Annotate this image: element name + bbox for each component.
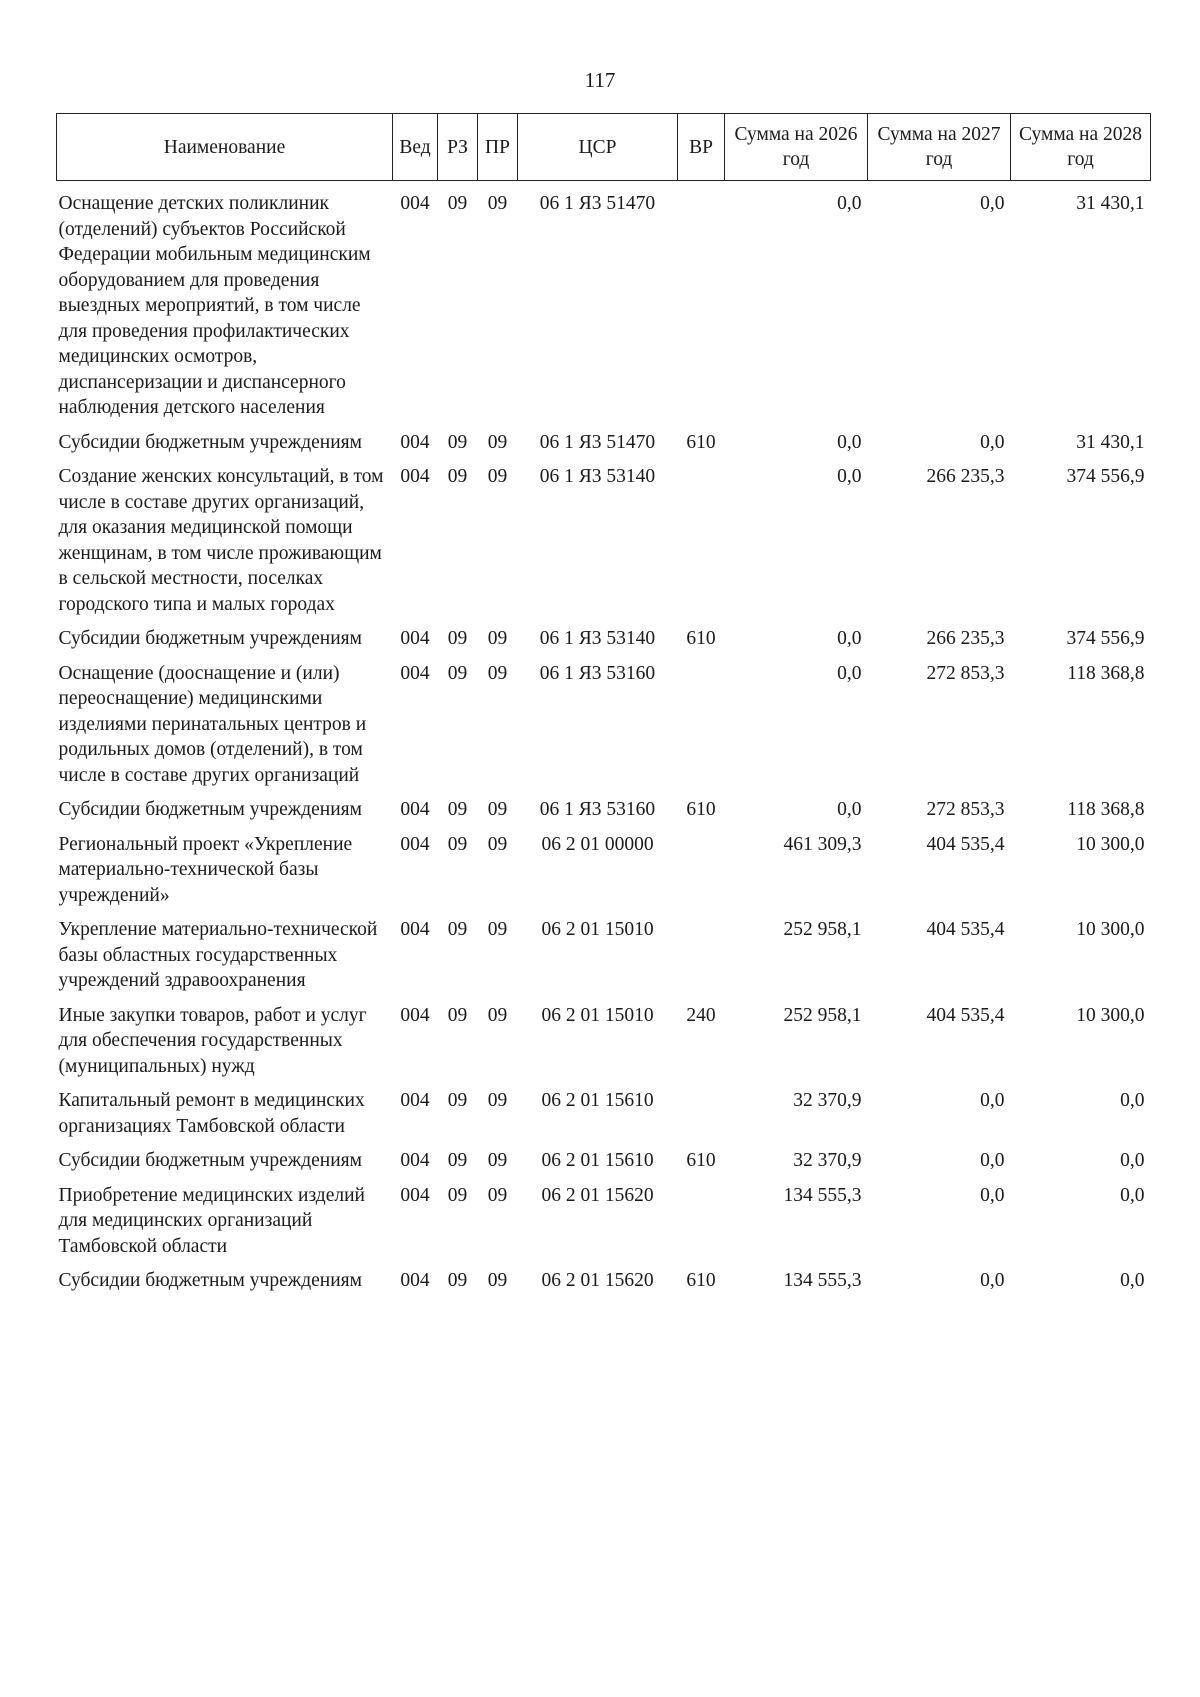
cell-sum-2026: 252 958,1: [783, 919, 862, 940]
cell-sum-2028: 0,0: [1120, 1270, 1145, 1291]
header-csr: ЦСР: [518, 114, 678, 181]
cell-name: Капитальный ремонт в медицинских организациях Тамбовской области: [58, 1090, 365, 1137]
budget-table: [56, 113, 1151, 1298]
cell-sum-2027: 404 535,4: [926, 833, 1005, 855]
cell-sum-2026: 0,0: [837, 799, 862, 820]
cell-pr: 09: [487, 1090, 508, 1111]
cell-sum-2026: 0,0: [837, 431, 862, 453]
cell-vr: 610: [686, 1270, 716, 1291]
cell-sum-2027: 404 535,4: [926, 1004, 1005, 1026]
header-name: Наименование: [57, 114, 393, 181]
table-row: [57, 912, 1151, 998]
cell-rz: 09: [447, 1004, 468, 1026]
cell-sum-2026: 0,0: [837, 662, 862, 684]
cell-ved: 004: [400, 1150, 430, 1171]
cell-rz: 09: [447, 1270, 468, 1291]
cell-sum-2028: 118 368,8: [1067, 799, 1145, 820]
table-row: [57, 656, 1151, 793]
header-sum-2028: Сумма на 2028 год: [1011, 114, 1151, 181]
cell-vr: 240: [686, 1004, 716, 1026]
cell-rz: 09: [447, 466, 468, 487]
table-row: [57, 998, 1151, 1084]
cell-rz: 09: [447, 1184, 468, 1206]
cell-vr: 610: [686, 799, 716, 820]
cell-pr: 09: [487, 1184, 508, 1206]
cell-vr: 610: [686, 1150, 716, 1171]
cell-vr: [678, 827, 725, 913]
cell-sum-2028: 374 556,9: [1066, 628, 1145, 649]
cell-pr: 09: [487, 833, 508, 855]
cell-csr: 06 2 01 00000: [541, 833, 654, 855]
cell-sum-2028: 118 368,8: [1067, 662, 1145, 684]
cell-csr: 06 1 Я3 53140: [539, 628, 656, 649]
cell-pr: 09: [487, 431, 508, 453]
cell-csr: 06 2 01 15620: [541, 1184, 654, 1206]
cell-sum-2027: 0,0: [980, 431, 1005, 453]
cell-ved: 004: [400, 662, 430, 684]
cell-vr: 610: [686, 628, 716, 649]
cell-pr: 09: [487, 193, 508, 214]
cell-ved: 004: [400, 1184, 430, 1206]
cell-pr: 09: [487, 1150, 508, 1171]
cell-csr: 06 1 Я3 53140: [539, 466, 656, 487]
cell-name: Субсидии бюджетным учреждениям: [58, 628, 362, 649]
cell-sum-2027: 266 235,3: [926, 628, 1005, 649]
cell-sum-2027: 266 235,3: [926, 466, 1005, 487]
cell-csr: 06 1 Я3 51470: [539, 431, 656, 453]
cell-name: Иные закупки товаров, работ и услуг для обеспечения государственных (муниципальных) нужд: [58, 1004, 367, 1077]
cell-vr: [678, 181, 725, 425]
cell-sum-2027: 404 535,4: [926, 919, 1005, 940]
cell-vr: [678, 459, 725, 621]
cell-vr: [678, 1178, 725, 1264]
cell-sum-2027: 0,0: [980, 1184, 1005, 1206]
cell-sum-2027: 0,0: [980, 193, 1005, 214]
cell-csr: 06 1 Я3 53160: [539, 662, 656, 684]
table-row: [57, 1263, 1151, 1298]
table-row: [57, 1083, 1151, 1143]
cell-rz: 09: [447, 628, 468, 649]
cell-ved: 004: [400, 1004, 430, 1026]
table-row: [57, 1143, 1151, 1178]
cell-pr: 09: [487, 466, 508, 487]
cell-rz: 09: [447, 799, 468, 820]
cell-name: Субсидии бюджетным учреждениям: [58, 799, 362, 820]
table-row: [57, 827, 1151, 913]
cell-name: Создание женских консультаций, в том числе в составе других организаций, для оказания медицинской помощи женщинам, в том числе проживающим в сельской местности, поселках городского типа и малых городах: [58, 466, 384, 615]
cell-ved: 004: [400, 1270, 430, 1291]
cell-vr: [678, 912, 725, 998]
cell-ved: 004: [400, 919, 430, 940]
table-row: [57, 425, 1151, 460]
cell-csr: 06 2 01 15010: [541, 919, 654, 940]
cell-sum-2028: 31 430,1: [1076, 193, 1145, 214]
cell-name: Оснащение детских поликлиник (отделений) субъектов Российской Федерации мобильным медицинским оборудованием для проведения выездных мероприятий, в том числе для проведения профилактических медицинских осмотров, диспансеризации и диспансерного наблюдения детского населения: [58, 193, 371, 418]
cell-sum-2026: 252 958,1: [783, 1004, 862, 1026]
cell-name: Субсидии бюджетным учреждениям: [58, 1270, 362, 1291]
cell-pr: 09: [487, 1270, 508, 1291]
cell-ved: 004: [400, 628, 430, 649]
cell-sum-2028: 31 430,1: [1076, 431, 1145, 453]
cell-name: Субсидии бюджетным учреждениям: [58, 431, 362, 453]
cell-ved: 004: [400, 833, 430, 855]
cell-sum-2027: 272 853,3: [926, 662, 1005, 684]
table-row: [57, 621, 1151, 656]
cell-name: Оснащение (дооснащение и (или) переоснащение) медицинскими изделиями перинатальных центров и родильных домов (отделений), в том числе в составе других организаций: [58, 662, 367, 786]
cell-name: Субсидии бюджетным учреждениям: [58, 1150, 362, 1171]
cell-rz: 09: [447, 1150, 468, 1171]
cell-sum-2026: 0,0: [837, 466, 862, 487]
cell-ved: 004: [400, 466, 430, 487]
header-sum-2027: Сумма на 2027 год: [868, 114, 1011, 181]
table-row: [57, 459, 1151, 621]
header-sum-2026: Сумма на 2026 год: [725, 114, 868, 181]
page-number: 117: [584, 68, 616, 92]
cell-rz: 09: [447, 662, 468, 684]
table-row: [57, 792, 1151, 827]
cell-rz: 09: [447, 193, 468, 214]
cell-ved: 004: [400, 193, 430, 214]
cell-vr: [678, 1083, 725, 1143]
table-body: [57, 181, 1151, 1298]
cell-vr: 610: [686, 431, 716, 453]
cell-sum-2028: 10 300,0: [1076, 919, 1145, 940]
cell-sum-2027: 272 853,3: [926, 799, 1005, 820]
cell-sum-2027: 0,0: [980, 1090, 1005, 1111]
cell-rz: 09: [447, 833, 468, 855]
cell-sum-2028: 374 556,9: [1066, 466, 1145, 487]
cell-sum-2026: 134 555,3: [783, 1184, 862, 1206]
cell-sum-2028: 0,0: [1120, 1090, 1145, 1111]
cell-sum-2026: 0,0: [837, 193, 862, 214]
cell-ved: 004: [400, 431, 430, 453]
cell-csr: 06 2 01 15610: [541, 1090, 654, 1111]
cell-sum-2028: 10 300,0: [1076, 1004, 1145, 1026]
cell-sum-2026: 134 555,3: [783, 1270, 862, 1291]
cell-csr: 06 2 01 15610: [541, 1150, 654, 1171]
cell-sum-2026: 0,0: [837, 628, 862, 649]
table-row: [57, 1178, 1151, 1264]
table-header: [57, 114, 1151, 181]
cell-sum-2026: 461 309,3: [783, 833, 862, 855]
cell-name: Укрепление материально-технической базы областных государственных учреждений здравоохранения: [58, 919, 378, 991]
cell-csr: 06 2 01 15010: [541, 1004, 654, 1026]
cell-pr: 09: [487, 1004, 508, 1026]
cell-sum-2027: 0,0: [980, 1150, 1005, 1171]
cell-vr: [678, 656, 725, 793]
header-pr: ПР: [478, 114, 518, 181]
header-vr: ВР: [678, 114, 725, 181]
cell-name: Приобретение медицинских изделий для медицинских организаций Тамбовской области: [58, 1184, 365, 1257]
cell-sum-2027: 0,0: [980, 1270, 1005, 1291]
cell-pr: 09: [487, 662, 508, 684]
cell-sum-2026: 32 370,9: [793, 1150, 862, 1171]
cell-sum-2028: 0,0: [1120, 1184, 1145, 1206]
cell-rz: 09: [447, 1090, 468, 1111]
cell-sum-2028: 0,0: [1120, 1150, 1145, 1171]
cell-csr: 06 2 01 15620: [541, 1270, 654, 1291]
cell-pr: 09: [487, 919, 508, 940]
cell-csr: 06 1 Я3 51470: [539, 193, 656, 214]
cell-pr: 09: [487, 799, 508, 820]
cell-ved: 004: [400, 1090, 430, 1111]
header-ved: Вед: [393, 114, 438, 181]
header-rz: РЗ: [438, 114, 478, 181]
cell-rz: 09: [447, 431, 468, 453]
cell-csr: 06 1 Я3 53160: [539, 799, 656, 820]
cell-sum-2028: 10 300,0: [1076, 833, 1145, 855]
cell-sum-2026: 32 370,9: [793, 1090, 862, 1111]
cell-ved: 004: [400, 799, 430, 820]
cell-pr: 09: [487, 628, 508, 649]
cell-rz: 09: [447, 919, 468, 940]
table-row: [57, 181, 1151, 425]
cell-name: Региональный проект «Укрепление материально-технической базы учреждений»: [58, 833, 353, 906]
